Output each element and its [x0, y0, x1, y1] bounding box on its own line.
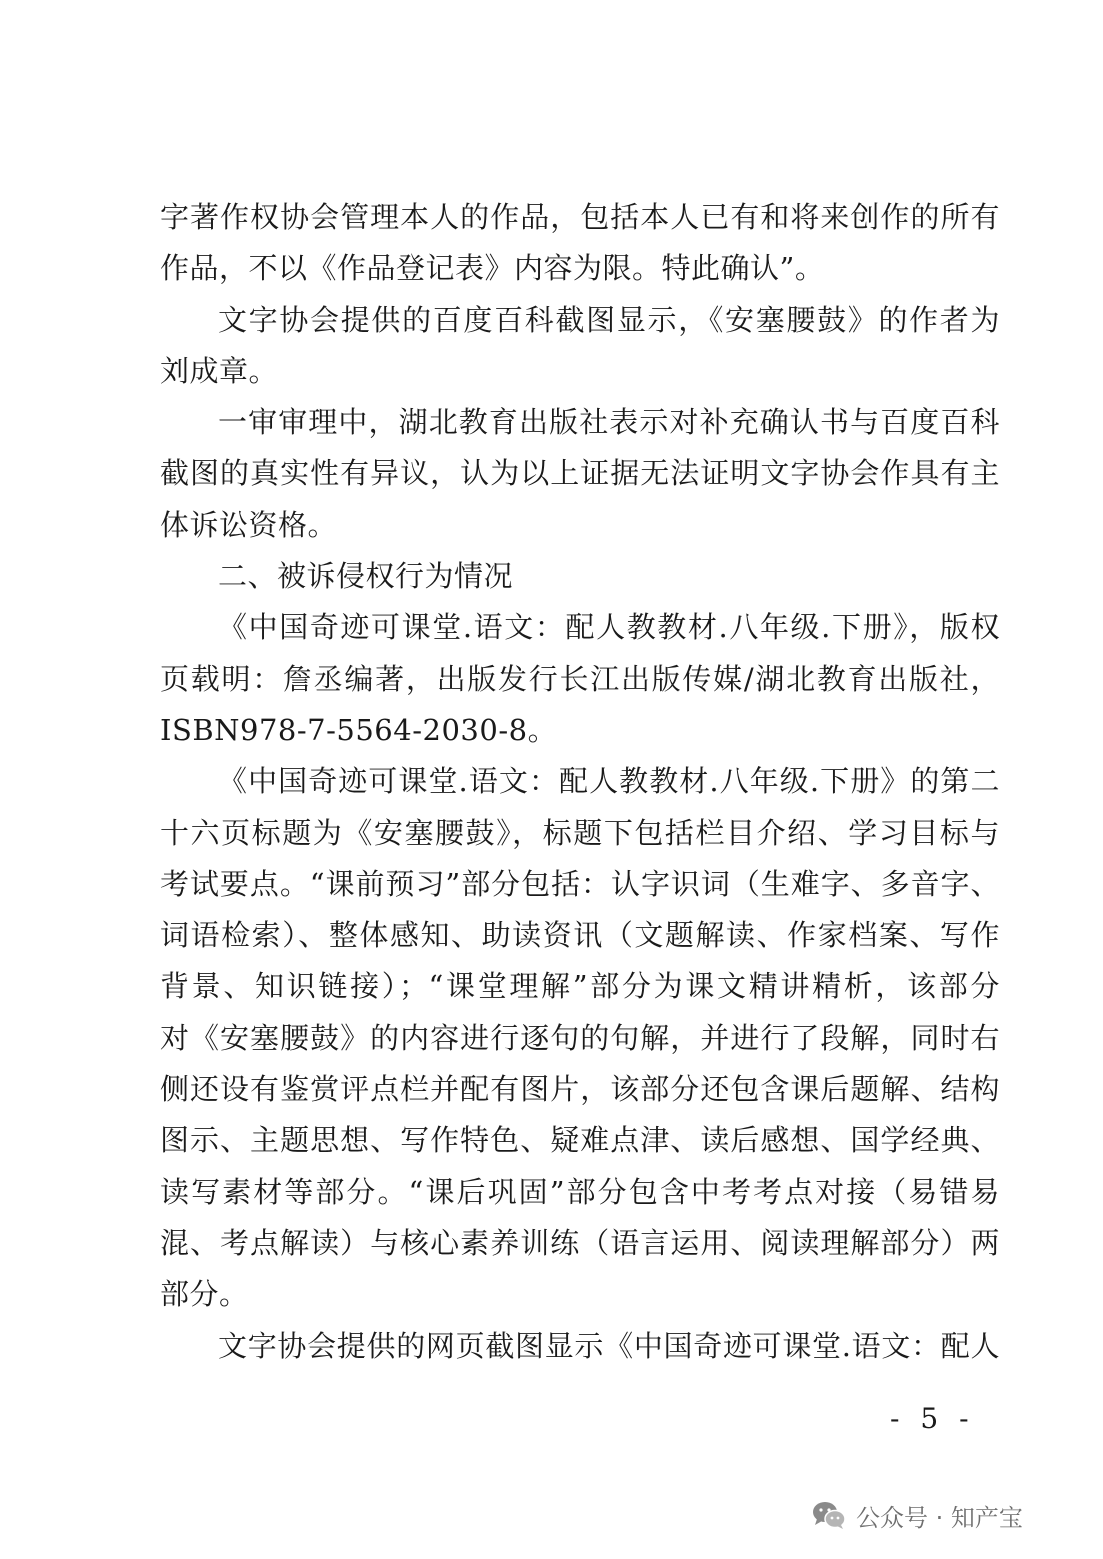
text-line: 图示、主题思想、写作特色、疑难点津、读后感想、国学经典、 — [160, 1123, 1000, 1158]
text-line: 混、考点解读）与核心素养训练（语言运用、阅读理解部分）两 — [160, 1225, 1000, 1260]
text-line: 考试要点。“课前预习”部分包括：认字识词（生难字、多音字、 — [160, 866, 1000, 901]
text-line: 部分。 — [160, 1277, 249, 1312]
text-line: 背景、知识链接）；“课堂理解”部分为课文精讲精析，该部分 — [160, 969, 1000, 1004]
text-line: 文字协会提供的百度百科截图显示，《安塞腰鼓》的作者为 — [218, 302, 1000, 337]
text-line: 对《安塞腰鼓》的内容进行逐句的句解，并进行了段解，同时右 — [160, 1020, 1000, 1055]
text-line: 作品，不以《作品登记表》内容为限。特此确认”。 — [160, 251, 825, 286]
document-body — [160, 192, 1000, 1372]
text-line: 十六页标题为《安塞腰鼓》，标题下包括栏目介绍、学习目标与 — [160, 815, 1000, 850]
watermark-text: 公众号 · 知产宝 — [856, 1503, 1023, 1532]
text-line: 《中国奇迹可课堂.语文：配人教教材.八年级.下册》的第二 — [218, 764, 1000, 799]
text-line: 文字协会提供的网页截图显示《中国奇迹可课堂.语文：配人 — [218, 1328, 1000, 1363]
page-number: - 5 - — [890, 1402, 975, 1435]
wechat-watermark — [812, 1493, 1023, 1537]
text-line: 截图的真实性有异议，认为以上证据无法证明文字协会作具有主 — [160, 456, 1000, 491]
text-line: 《中国奇迹可课堂.语文：配人教教材.八年级.下册》，版权 — [218, 610, 1000, 645]
text-line: 刘成章。 — [160, 353, 279, 388]
text-line: 体诉讼资格。 — [160, 507, 338, 542]
text-line: 页载明：詹丞编著，出版发行长江出版传媒/湖北教育出版社， — [160, 661, 1000, 696]
section-heading: 二、被诉侵权行为情况 — [218, 559, 514, 594]
text-line: 读写素材等部分。“课后巩固”部分包含中考考点对接（易错易 — [160, 1174, 1000, 1209]
text-line: ISBN978-7-5564-2030-8。 — [160, 712, 558, 747]
text-line: 词语检索）、整体感知、助读资讯（文题解读、作家档案、写作 — [160, 918, 1000, 953]
wechat-icon — [812, 1500, 846, 1530]
text-line: 侧还设有鉴赏评点栏并配有图片，该部分还包含课后题解、结构 — [160, 1072, 1000, 1107]
text-line: 字著作权协会管理本人的作品，包括本人已有和将来创作的所有 — [160, 200, 1000, 234]
text-line: 一审审理中，湖北教育出版社表示对补充确认书与百度百科 — [218, 405, 1000, 440]
